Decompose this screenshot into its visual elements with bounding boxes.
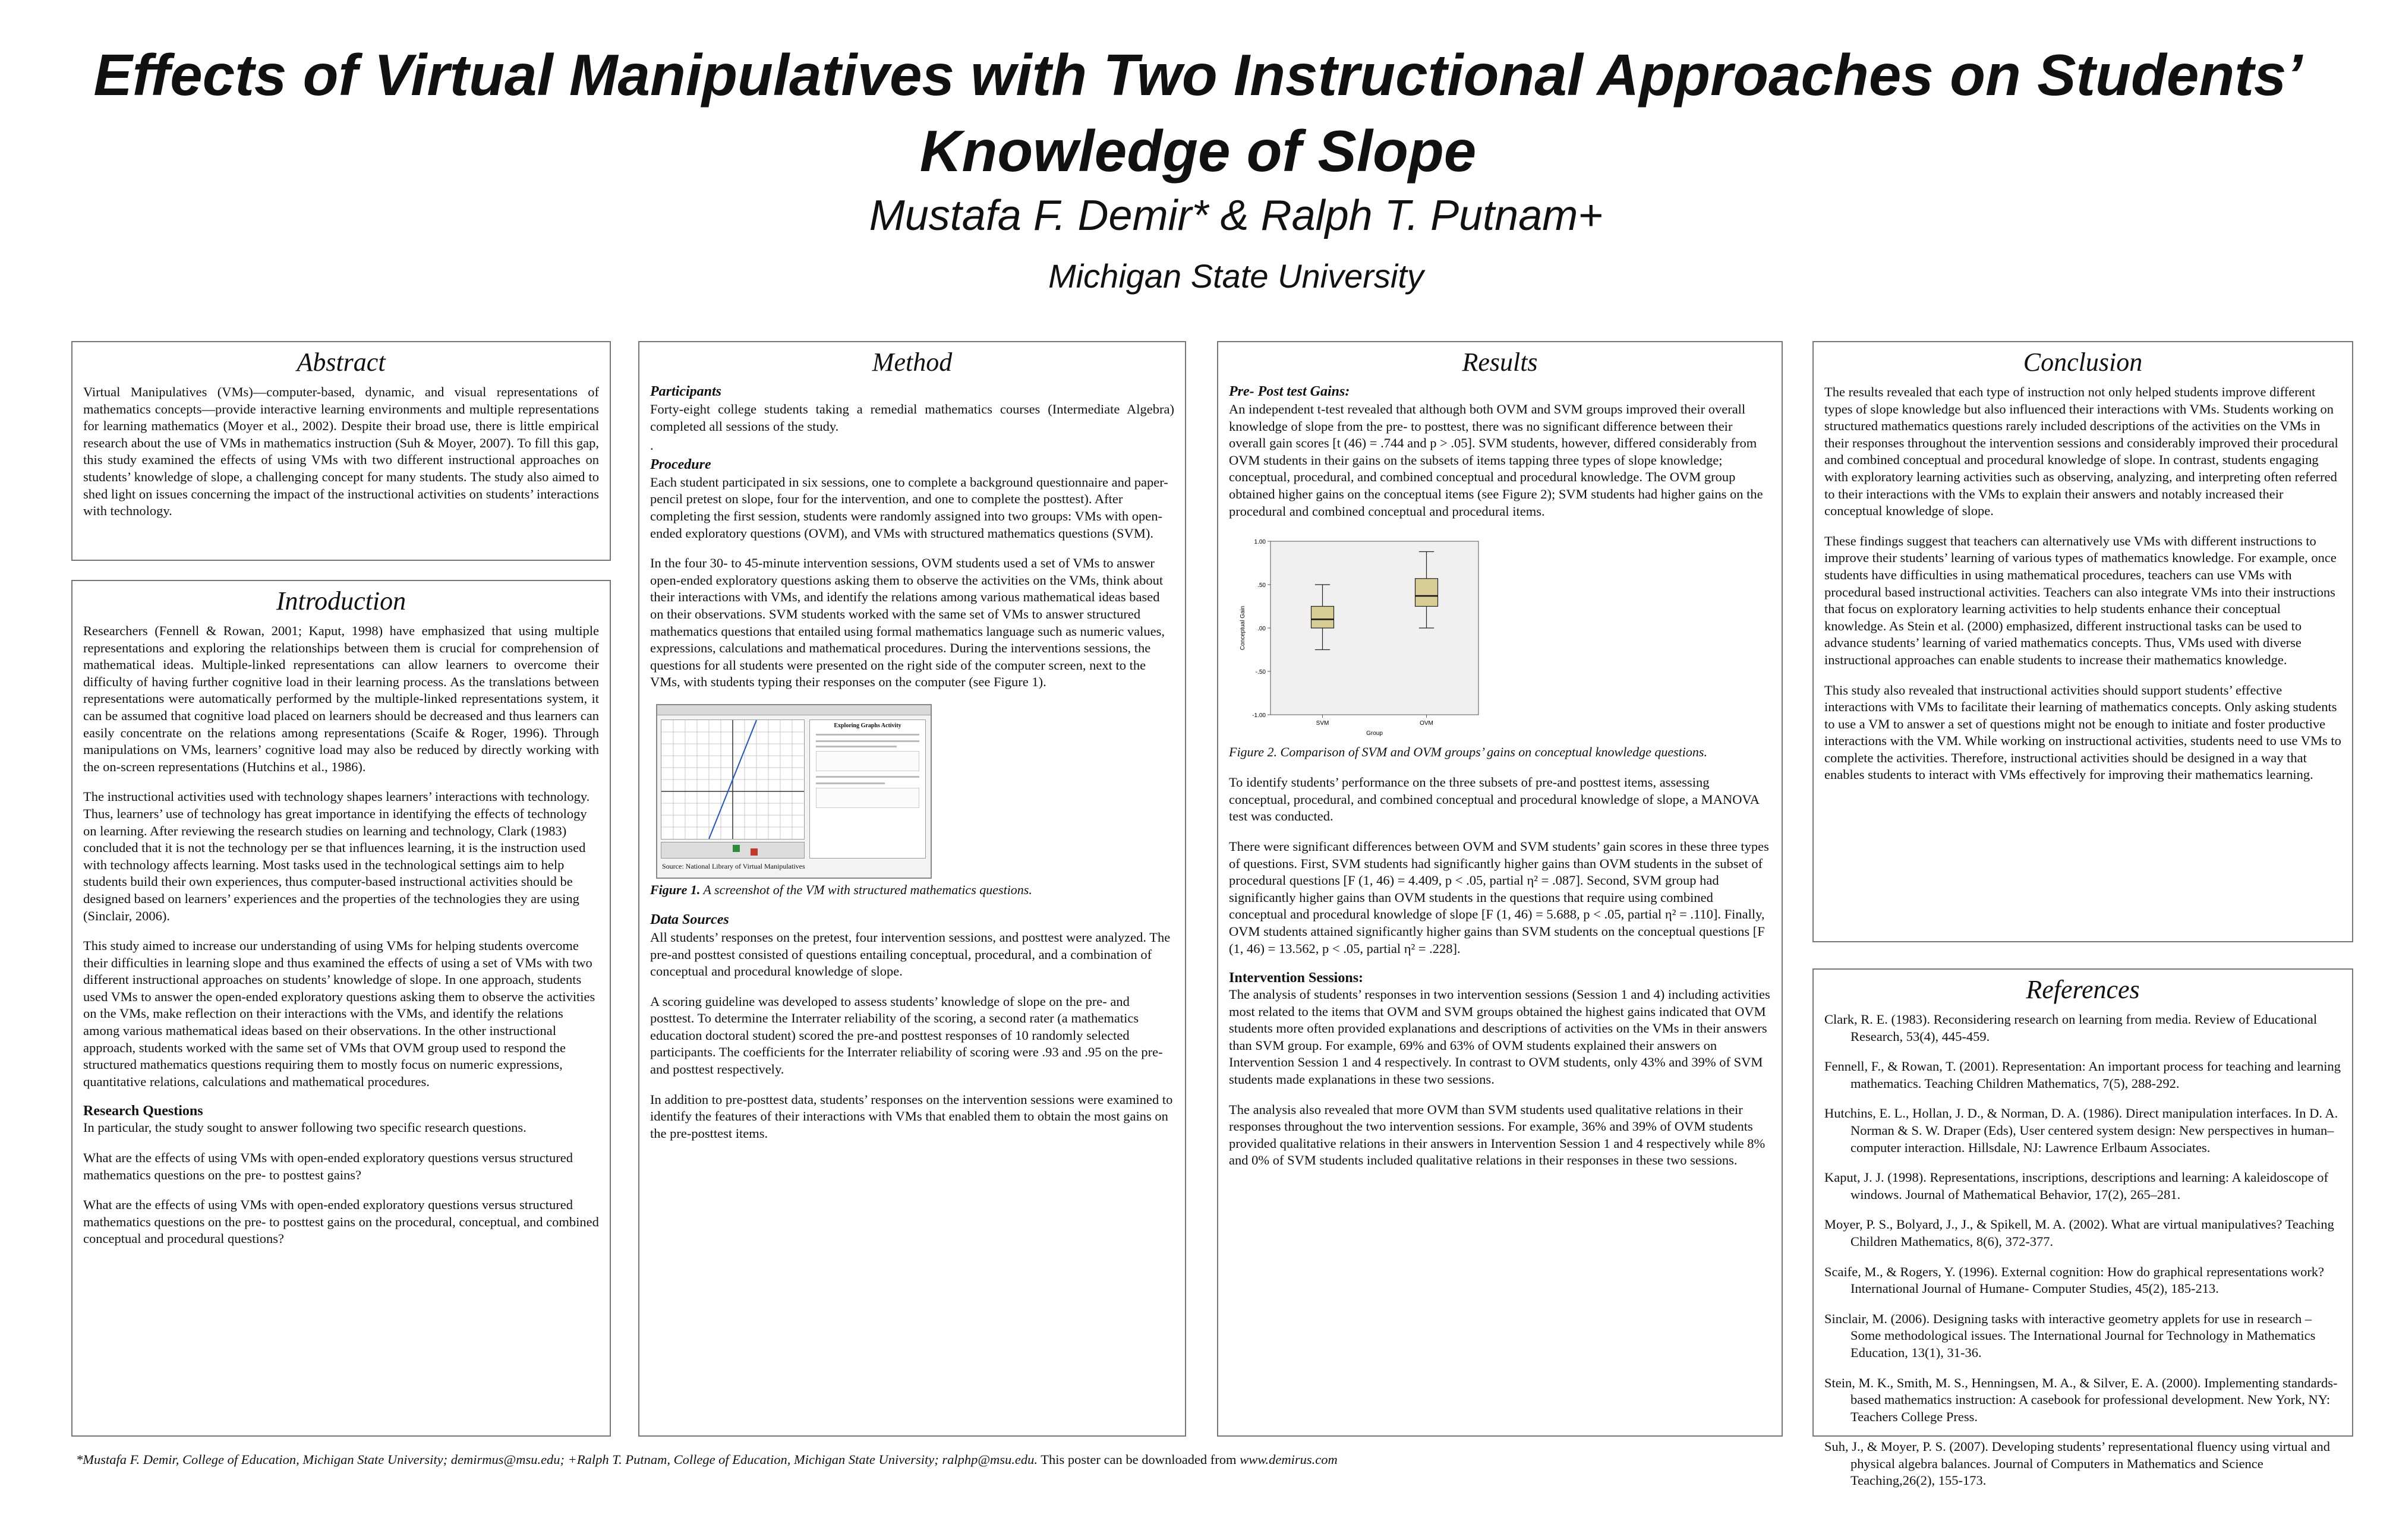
reference-item: Sinclair, M. (2006). Designing tasks with interactive geometry applets for use in research – Some methodological issues. The International Journal for Technology in Mathematics Education, 13(1), 31-36. bbox=[1824, 1311, 2316, 1360]
conclusion-paragraph-1: The results revealed that each type of instruction not only helped students improve different types of slope knowledge but also influenced their interactions with VMs. Students working on structured mathematics questions rarely included descriptions of the activities on the VMs in their responses throughout the intervention sessions and considerably improved their procedural and combined conceptual and procedural knowledge of slope. In contrast, students engaging with exploratory learning activities such as observing, analyzing, and interpreting often referred to their interactions with the VMs to explain their answers and notably increased their conceptual knowledge of slope. bbox=[1824, 384, 2338, 519]
data-sources-paragraph-1: All students’ responses on the pretest, four intervention sessions, and posttest were analyzed. The pre-and posttest consisted of questions entailing conceptual, procedural, and a combination of conceptual and procedural knowledge of slope. bbox=[650, 929, 1171, 979]
references-panel bbox=[1812, 968, 2353, 1488]
references-heading: References bbox=[2026, 975, 2140, 1004]
reference-item: Scaife, M., & Rogers, Y. (1996). External cognition: How do graphical representations work? International Journal of Humane- Computer Studies, 45(2), 185-213. bbox=[1824, 1264, 2325, 1296]
intervention-heading: Intervention Sessions: bbox=[1229, 970, 1364, 986]
footer-contacts: *Mustafa F. Demir, College of Education, Michigan State University; demirmus@msu.edu; +Ralph T. Putnam, College of Education, Michigan State University; ralphp@msu.edu. bbox=[76, 1452, 1038, 1467]
intro-paragraph-1: Researchers (Fennell & Rowan, 2001; Kaput, 1998) have emphasized that using multiple representations and exploring the relationships between them is crucial for comprehension of mathematical ideas. Multiple-linked representations can allow learners to overcome their difficulty of having further cognitive load in their learning process. As the translations between representations were automatically performed by the multiple-linked representations system, it can be assumed that cognitive load placed on learners should be decreased and thus learners can easily concentrate on the relations among representations (Scaife & Roger, 1996). Through manipulations on VMs, learners’ cognitive load may also be reduced by directly working with the on-screen representations (Hutchins et al., 1986). bbox=[83, 623, 599, 774]
figure-1-screenshot bbox=[656, 704, 932, 879]
reference-item: Hutchins, E. L., Hollan, J. D., & Norman, D. A. (1986). Direct manipulation interfaces. In D. A. Norman & S. W. Draper (Eds), User centered system design: New perspectives in human–computer interaction. Hillsdale, NJ: Lawrence Erlbaum Associates. bbox=[1824, 1106, 2338, 1155]
intervention-paragraph-1: The analysis of students’ responses in two intervention sessions (Session 1 and 4) including activities most related to the items that OVM and SVM groups obtained the highest gains indicated that OVM students more often provided explanations and descriptions of activities on the VMs in their answers than SVM group. For example, 69% and 63% of OVM students explained their answers on Intervention Session 1 and 4 respectively. In contrast to OVM students, only 43% and 39% of SVM students made explanations in these two sessions. bbox=[1229, 987, 1770, 1087]
reference-item: Fennell, F., & Rowan, T. (2001). Representation: An important process for teaching and learning mathematics. Teaching Children Mathematics, 7(5), 288-292. bbox=[1824, 1059, 2341, 1091]
conclusion-heading: Conclusion bbox=[2023, 348, 2143, 377]
gains-text: An independent t-test revealed that although both OVM and SVM groups improved their overall knowledge of slope from the pre- to posttest, there was no significant difference between their overall gain scores [t (46) = .744 and p > .05]. SVM students, however, differed considerably from OVM students in their gains on the subsets of items tapping three types of slope knowledge; conceptual, procedural, and combined conceptual and procedural knowledge. The OVM group obtained higher gains on the conceptual items (see Figure 2); SVM students had higher gains on the procedural and combined conceptual and procedural items. bbox=[1229, 402, 1763, 519]
x-axis-label: Group bbox=[1366, 730, 1383, 737]
reference-item: Moyer, P. S., Bolyard, J., J., & Spikell, M. A. (2002). What are virtual manipulatives? Teaching Children Mathematics, 8(6), 372-377. bbox=[1824, 1217, 2334, 1249]
participants-heading: Participants bbox=[650, 384, 722, 399]
research-questions-intro: In particular, the study sought to answer following two specific research questions. bbox=[83, 1120, 527, 1135]
y-tick-label: -.50 bbox=[1255, 669, 1266, 676]
x-tick-label: OVM bbox=[1420, 720, 1433, 727]
research-question-2: What are the effects of using VMs with open-ended exploratory questions versus structured mathematics questions on the pre- to posttest gains on the procedural, conceptual, and combined conceptual and procedural questions? bbox=[83, 1197, 599, 1246]
procedure-paragraph-1: Each student participated in six sessions, one to complete a background questionnaire and paper-pencil pretest on slope, four for the intervention, and one to complete the posttest). After completing the first session, students were randomly assigned into two groups: VMs with open-ended exploratory questions (OVM), and VMs with structured mathematics questions (SVM). bbox=[650, 474, 1168, 541]
poster-title: Effects of Virtual Manipulatives with Two Instructional Approaches on Students’ Knowledge of Slope bbox=[93, 42, 2303, 184]
plot-frame bbox=[1270, 541, 1478, 715]
research-question-1: What are the effects of using VMs with open-ended exploratory questions versus structured mathematics questions on the pre- to posttest gains? bbox=[83, 1150, 573, 1182]
figure-1-caption bbox=[650, 882, 1174, 898]
introduction-panel bbox=[71, 580, 611, 1437]
method-panel bbox=[638, 341, 1186, 1437]
vm-slider-bar bbox=[661, 842, 805, 859]
figure-1-label: Figure 1. bbox=[650, 882, 701, 897]
y-tick-label: -1.00 bbox=[1252, 712, 1266, 719]
gains-heading: Pre- Post test Gains: bbox=[1229, 384, 1350, 399]
poster-authors: Mustafa F. Demir* & Ralph T. Putnam+ bbox=[869, 192, 1603, 239]
reference-item: Stein, M. K., Smith, M. S., Henningsen, M. A., & Silver, E. A. (2000). Implementing standards-based mathematics instruction: A casebook for professional development. New York, NY: Teachers College Press. bbox=[1824, 1375, 2338, 1424]
footer-url[interactable]: www.demirus.com bbox=[1240, 1452, 1338, 1467]
procedure-paragraph-2: In the four 30- to 45-minute intervention sessions, OVM students used a set of VMs to answer open-ended exploratory questions asking them to observe the activities on the VMs, think about their interactions with VMs, and identify the relations among various mathematical ideas based on their observations. SVM students worked with the same set of VMs to answer structured mathematics questions that entailed using formal mathematics language such as numeric values, expressions, calculations and mathematical procedures. During the interventions sessions, the questions for all students were presented on the right side of the computer screen, next to the VMs, with students typing their responses on the computer (see Figure 1). bbox=[650, 556, 1165, 690]
poster-affiliation: Michigan State University bbox=[1048, 257, 1424, 295]
abstract-panel bbox=[71, 341, 611, 561]
y-tick-label: 1.00 bbox=[1254, 539, 1266, 546]
procedure-heading: Procedure bbox=[650, 456, 711, 472]
reference-item: Kaput, J. J. (1998). Representations, inscriptions, descriptions and learning: A kaleidoscope of windows. Journal of Mathematical Behavior, 17(2), 265–281. bbox=[1824, 1170, 2328, 1202]
vm-source-caption: Source: National Library of Virtual Manipulatives bbox=[662, 861, 805, 870]
data-sources-paragraph-3: In addition to pre-posttest data, students’ responses on the intervention sessions were examined to identify the features of their interactions with VMs that enabled them to obtain the most gains on the pre-posttest items. bbox=[650, 1091, 1173, 1141]
y-tick-label: .00 bbox=[1257, 626, 1266, 633]
conclusion-panel bbox=[1812, 341, 2353, 942]
intro-paragraph-3: This study aimed to increase our understanding of using VMs for helping students overcome their difficulties in learning slope and thus examined the effects of using a set of VMs with two different instructional approaches on students’ knowledge of slope. In one approach, students used VMs to answer the open-ended exploratory questions asking them to observe the activities on the VMs, make reflection on their interactions with the VMs, and identify the relations among various mathematical ideas based on their observations. In the other instructional approach, students worked with the same set of VMs that OVM group used to respond the structured mathematics questions requiring them to mostly focus on numeric expressions, quantitative relations, calculations and mathematical procedures. bbox=[83, 938, 595, 1089]
abstract-text: Virtual Manipulatives (VMs)—computer-based, dynamic, and visual representations of mathematics concepts—provide interactive learning environments and multiple representations for learning mathematics (Moyer et al., 2002). Despite their broad use, there is little empirical research about the use of VMs in mathematics instruction (Suh & Moyer, 2007). To fill this gap, this study examined the effects of using VMs with two different instructional approaches on students’ knowledge of slope, a challenging concept for many students. The study also aimed to shed light on issues concerning the impact of the instructional activities on students’ interactions with technology. bbox=[83, 384, 599, 519]
vm-question-pane bbox=[809, 719, 926, 859]
vm-toolbar bbox=[657, 705, 931, 715]
results-heading: Results bbox=[1462, 348, 1538, 377]
participants-text: Forty-eight college students taking a remedial mathematics courses (Intermediate Algebra) completed all sessions of the study. bbox=[650, 402, 1174, 434]
abstract-heading: Abstract bbox=[297, 348, 386, 377]
figure-2-boxplot bbox=[1229, 533, 1490, 741]
box-body bbox=[1312, 607, 1334, 629]
footer-download-text: This poster can be downloaded from bbox=[1038, 1452, 1240, 1467]
conclusion-paragraph-3: This study also revealed that instructional activities should support students’ effective interactions with VMs to facilitate their learning of mathematics concepts. Only asking students to use a VM to answer a set of questions might not be enough to initiate and foster productive interactions with the VM. While working on instructional activities, students need to use VMs to complete the activities. Therefore, instructional activities should be designed in a way that enables students to interact with VMs effectively for improving their mathematics learning. bbox=[1824, 682, 2341, 782]
y-tick-label: .50 bbox=[1257, 582, 1266, 589]
vm-question-title: Exploring Graphs Activity bbox=[834, 722, 901, 729]
introduction-heading: Introduction bbox=[276, 586, 406, 616]
x-tick-label: SVM bbox=[1316, 720, 1329, 727]
results-paragraph-2: There were significant differences between OVM and SVM students’ gain scores in these three types of questions. First, SVM students had significantly higher gains than OVM students in the subset of procedural questions [F (1, 46) = 4.409, p < .05, partial η² = .087]. Second, SVM group had significantly higher gains than OVM students in the questions that require using combined conceptual and procedural knowledge of slope [F (1, 46) = 5.688, p < .05, partial η² = .110]. Finally, OVM students attained significantly higher gains than SVM students on the conceptual questions [F (1, 46) = 13.562, p < .05, partial η² = .228]. bbox=[1229, 838, 1769, 956]
intervention-paragraph-2: The analysis also revealed that more OVM than SVM students used qualitative relations in their responses throughout the two intervention sessions. For example, 36% and 39% of OVM students provided qualitative relations in their answers in Intervention Session 1 and 4 respectively while 8% and 0% of SVM students included qualitative relations in their responses in these two sessions. bbox=[1229, 1102, 1766, 1168]
reference-item: Suh, J., & Moyer, P. S. (2007). Developing students’ representational fluency using virtual and physical algebra balances. Journal of Computers in Mathematics and Science Teaching,26(2), 155-173. bbox=[1824, 1439, 2331, 1488]
y-axis-label: Conceptual Gain bbox=[1240, 605, 1246, 651]
box-body bbox=[1415, 579, 1438, 607]
data-sources-heading: Data Sources bbox=[650, 911, 729, 927]
intro-paragraph-2: The instructional activities used with technology shapes learners’ interactions with technology. Thus, learners’ use of technology has great importance in identifying the effects of technology on learning. After reviewing the research studies on learning and technology, Clark (1983) concluded that it is not the technology per se that influences learning, it is the instruction used with technology affects learning. Most tasks used in the technological settings aim to help students build their own experiences, thus computer-based instructional activities should be designed based on learners’ experiences and the properties of the technologies they are using (Sinclair, 2006). bbox=[83, 789, 590, 923]
results-panel bbox=[1217, 341, 1783, 1437]
reference-item: Clark, R. E. (1983). Reconsidering research on learning from media. Review of Educational Research, 53(4), 445-459. bbox=[1824, 1012, 2318, 1044]
figure-2-caption: Figure 2. Comparison of SVM and OVM groups’ gains on conceptual knowledge questions. bbox=[1229, 744, 1707, 760]
participants-dot: . bbox=[650, 438, 654, 453]
results-paragraph-1: To identify students’ performance on the three subsets of pre-and posttest items, assessing conceptual, procedural, and combined conceptual and procedural knowledge of slope, a MANOVA test was conducted. bbox=[1229, 775, 1759, 824]
conclusion-paragraph-2: These findings suggest that teachers can alternatively use VMs with different instructions to improve their students’ learning of various types of mathematics knowledge. For example, once students have difficulties in using mathematical procedures, teachers can use VMs with procedural based instructional activities. Teachers can also integrate VMs into their instructions that focus on exploratory learning activities to help students enhance their conceptual knowledge. As Stein et al. (2000) emphasized, different instructional tasks can be used to advance students’ learning of varied mathematics concepts. Thus, VMs used with diverse instructional approaches can enable students to increase their mathematics knowledge. bbox=[1824, 533, 2337, 667]
figure-1-caption-text: A screenshot of the VM with structured mathematics questions. bbox=[700, 882, 1032, 897]
research-questions-heading: Research Questions bbox=[83, 1103, 203, 1119]
data-sources-paragraph-2: A scoring guideline was developed to assess students’ knowledge of slope on the pre- and posttest. To determine the Interrater reliability of the scoring, a second rater (a mathematics education doctoral student) scored the pre-and posttest responses of 10 randomly selected participants. The coefficients for the Interrater reliability of scoring were .93 and .95 on the pre-and posttest respectively. bbox=[650, 993, 1163, 1077]
vm-graph-area bbox=[661, 719, 805, 840]
footer bbox=[76, 1452, 2156, 1468]
method-heading: Method bbox=[872, 348, 953, 377]
